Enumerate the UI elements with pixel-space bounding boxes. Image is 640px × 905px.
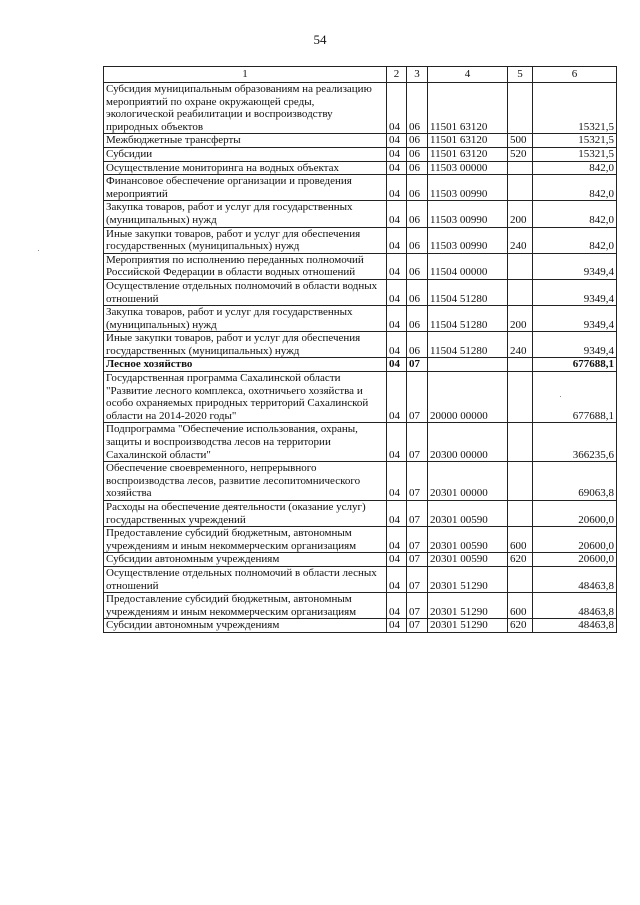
- amount-cell: 9349,4: [533, 279, 617, 305]
- amount-cell: 9349,4: [533, 332, 617, 358]
- program-code-cell: 11503 00990: [428, 201, 508, 227]
- expense-type-code-cell: 200: [508, 201, 533, 227]
- section-code-cell: 04: [387, 227, 407, 253]
- subsection-code-cell: 07: [407, 423, 428, 462]
- table-row: [104, 423, 617, 462]
- program-code-cell: [428, 358, 508, 372]
- section-code-cell: 04: [387, 161, 407, 175]
- expense-type-code-cell: [508, 83, 533, 134]
- program-code-cell: 20300 00000: [428, 423, 508, 462]
- table-row: [104, 279, 617, 305]
- item-name-cell: Субсидии автономным учреждениям: [104, 553, 387, 567]
- budget-table-body: [104, 67, 617, 633]
- expense-type-code-cell: 520: [508, 147, 533, 161]
- table-row: [104, 306, 617, 332]
- subsection-code-cell: 07: [407, 501, 428, 527]
- subsection-code-cell: 06: [407, 227, 428, 253]
- amount-cell: 842,0: [533, 227, 617, 253]
- program-code-cell: 11501 63120: [428, 83, 508, 134]
- expense-type-code-cell: 200: [508, 306, 533, 332]
- table-row: [104, 147, 617, 161]
- amount-cell: 15321,5: [533, 83, 617, 134]
- program-code-cell: 20000 00000: [428, 372, 508, 423]
- program-code-cell: 20301 51290: [428, 619, 508, 633]
- table-row: [104, 462, 617, 501]
- section-code-cell: 04: [387, 462, 407, 501]
- section-code-cell: 04: [387, 372, 407, 423]
- program-code-cell: 20301 51290: [428, 593, 508, 619]
- col-header-3: 3: [407, 67, 428, 83]
- amount-cell: 48463,8: [533, 619, 617, 633]
- table-row: [104, 201, 617, 227]
- amount-cell: 677688,1: [533, 372, 617, 423]
- subsection-code-cell: 06: [407, 161, 428, 175]
- table-row: [104, 566, 617, 592]
- item-name-cell: Лесное хозяйство: [104, 358, 387, 372]
- amount-cell: 20600,0: [533, 527, 617, 553]
- subsection-code-cell: 07: [407, 527, 428, 553]
- table-row: [104, 161, 617, 175]
- section-code-cell: 04: [387, 553, 407, 567]
- program-code-cell: 11504 51280: [428, 279, 508, 305]
- expense-type-code-cell: 500: [508, 134, 533, 148]
- amount-cell: 842,0: [533, 161, 617, 175]
- item-name-cell: Закупка товаров, работ и услуг для государственных (муниципальных) нужд: [104, 306, 387, 332]
- program-code-cell: 11503 00000: [428, 161, 508, 175]
- item-name-cell: Осуществление отдельных полномочий в области лесных отношений: [104, 566, 387, 592]
- subsection-code-cell: 07: [407, 619, 428, 633]
- item-name-cell: Расходы на обеспечение деятельности (оказание услуг) государственных учреждений: [104, 501, 387, 527]
- table-row: [104, 358, 617, 372]
- program-code-cell: 11503 00990: [428, 227, 508, 253]
- section-code-cell: 04: [387, 566, 407, 592]
- item-name-cell: Иные закупки товаров, работ и услуг для обеспечения государственных (муниципальных) нужд: [104, 332, 387, 358]
- col-header-6: 6: [533, 67, 617, 83]
- item-name-cell: Государственная программа Сахалинской области "Развитие лесного комплекса, охотничьего хозяйства и особо охраняемых природных территорий Сахалинской области на 2014-2020 годы": [104, 372, 387, 423]
- expense-type-code-cell: 620: [508, 553, 533, 567]
- item-name-cell: Субсидия муниципальным образованиям на реализацию мероприятий по охране окружающей среды, экологической реабилитации и воспроизводству природных объектов: [104, 83, 387, 134]
- program-code-cell: 20301 00590: [428, 527, 508, 553]
- subsection-code-cell: 06: [407, 201, 428, 227]
- expense-type-code-cell: 600: [508, 593, 533, 619]
- expense-type-code-cell: [508, 175, 533, 201]
- section-code-cell: 04: [387, 358, 407, 372]
- subsection-code-cell: 06: [407, 306, 428, 332]
- item-name-cell: Осуществление мониторинга на водных объектах: [104, 161, 387, 175]
- expense-type-code-cell: [508, 566, 533, 592]
- expense-type-code-cell: [508, 423, 533, 462]
- program-code-cell: 11501 63120: [428, 147, 508, 161]
- item-name-cell: Мероприятия по исполнению переданных полномочий Российской Федерации в области водных отношений: [104, 253, 387, 279]
- expense-type-code-cell: 600: [508, 527, 533, 553]
- amount-cell: 69063,8: [533, 462, 617, 501]
- col-header-5: 5: [508, 67, 533, 83]
- amount-cell: 9349,4: [533, 306, 617, 332]
- amount-cell: 842,0: [533, 175, 617, 201]
- section-code-cell: 04: [387, 147, 407, 161]
- expense-type-code-cell: 240: [508, 332, 533, 358]
- program-code-cell: 20301 00590: [428, 553, 508, 567]
- section-code-cell: 04: [387, 175, 407, 201]
- amount-cell: 15321,5: [533, 147, 617, 161]
- amount-cell: 48463,8: [533, 593, 617, 619]
- section-code-cell: 04: [387, 619, 407, 633]
- expense-type-code-cell: 240: [508, 227, 533, 253]
- col-header-1: 1: [104, 67, 387, 83]
- header-row: [104, 67, 617, 83]
- section-code-cell: 04: [387, 201, 407, 227]
- program-code-cell: 11504 51280: [428, 306, 508, 332]
- scan-speck: [38, 250, 39, 251]
- program-code-cell: 20301 51290: [428, 566, 508, 592]
- amount-cell: 9349,4: [533, 253, 617, 279]
- subsection-code-cell: 06: [407, 332, 428, 358]
- item-name-cell: Закупка товаров, работ и услуг для государственных (муниципальных) нужд: [104, 201, 387, 227]
- table-row: [104, 134, 617, 148]
- item-name-cell: Предоставление субсидий бюджетным, автономным учреждениям и иным некоммерческим организациям: [104, 527, 387, 553]
- subsection-code-cell: 07: [407, 358, 428, 372]
- amount-cell: 48463,8: [533, 566, 617, 592]
- program-code-cell: 11503 00990: [428, 175, 508, 201]
- subsection-code-cell: 07: [407, 372, 428, 423]
- section-code-cell: 04: [387, 134, 407, 148]
- table-row: [104, 527, 617, 553]
- subsection-code-cell: 06: [407, 134, 428, 148]
- amount-cell: 366235,6: [533, 423, 617, 462]
- amount-cell: 677688,1: [533, 358, 617, 372]
- section-code-cell: 04: [387, 332, 407, 358]
- expense-type-code-cell: [508, 358, 533, 372]
- section-code-cell: 04: [387, 593, 407, 619]
- section-code-cell: 04: [387, 253, 407, 279]
- subsection-code-cell: 07: [407, 566, 428, 592]
- amount-cell: 842,0: [533, 201, 617, 227]
- item-name-cell: Предоставление субсидий бюджетным, автономным учреждениям и иным некоммерческим организациям: [104, 593, 387, 619]
- item-name-cell: Субсидии автономным учреждениям: [104, 619, 387, 633]
- subsection-code-cell: 07: [407, 462, 428, 501]
- item-name-cell: Межбюджетные трансферты: [104, 134, 387, 148]
- item-name-cell: Подпрограмма "Обеспечение использования, охраны, защиты и воспроизводства лесов на территории Сахалинской области": [104, 423, 387, 462]
- program-code-cell: 20301 00000: [428, 462, 508, 501]
- program-code-cell: 11504 51280: [428, 332, 508, 358]
- item-name-cell: Субсидии: [104, 147, 387, 161]
- amount-cell: 20600,0: [533, 553, 617, 567]
- program-code-cell: 11504 00000: [428, 253, 508, 279]
- table-row: [104, 253, 617, 279]
- section-code-cell: 04: [387, 279, 407, 305]
- table-row: [104, 372, 617, 423]
- item-name-cell: Осуществление отдельных полномочий в области водных отношений: [104, 279, 387, 305]
- budget-table: [103, 66, 617, 633]
- expense-type-code-cell: [508, 501, 533, 527]
- program-code-cell: 11501 63120: [428, 134, 508, 148]
- table-row: [104, 227, 617, 253]
- table-row: [104, 553, 617, 567]
- expense-type-code-cell: [508, 161, 533, 175]
- page-number: 54: [313, 32, 327, 47]
- amount-cell: 15321,5: [533, 134, 617, 148]
- table-row: [104, 83, 617, 134]
- item-name-cell: Финансовое обеспечение организации и проведения мероприятий: [104, 175, 387, 201]
- program-code-cell: 20301 00590: [428, 501, 508, 527]
- subsection-code-cell: 06: [407, 147, 428, 161]
- col-header-4: 4: [428, 67, 508, 83]
- table-row: [104, 175, 617, 201]
- subsection-code-cell: 07: [407, 593, 428, 619]
- expense-type-code-cell: [508, 462, 533, 501]
- table-row: [104, 332, 617, 358]
- section-code-cell: 04: [387, 306, 407, 332]
- subsection-code-cell: 06: [407, 175, 428, 201]
- expense-type-code-cell: 620: [508, 619, 533, 633]
- item-name-cell: Обеспечение своевременного, непрерывного воспроизводства лесов, развитие лесопитомнического хозяйства: [104, 462, 387, 501]
- subsection-code-cell: 06: [407, 279, 428, 305]
- item-name-cell: Иные закупки товаров, работ и услуг для обеспечения государственных (муниципальных) нужд: [104, 227, 387, 253]
- subsection-code-cell: 06: [407, 253, 428, 279]
- expense-type-code-cell: [508, 253, 533, 279]
- table-row: [104, 501, 617, 527]
- section-code-cell: 04: [387, 423, 407, 462]
- section-code-cell: 04: [387, 527, 407, 553]
- col-header-2: 2: [387, 67, 407, 83]
- expense-type-code-cell: [508, 372, 533, 423]
- section-code-cell: 04: [387, 83, 407, 134]
- expense-type-code-cell: [508, 279, 533, 305]
- amount-cell: 20600,0: [533, 501, 617, 527]
- subsection-code-cell: 07: [407, 553, 428, 567]
- table-row: [104, 593, 617, 619]
- section-code-cell: 04: [387, 501, 407, 527]
- subsection-code-cell: 06: [407, 83, 428, 134]
- table-row: [104, 619, 617, 633]
